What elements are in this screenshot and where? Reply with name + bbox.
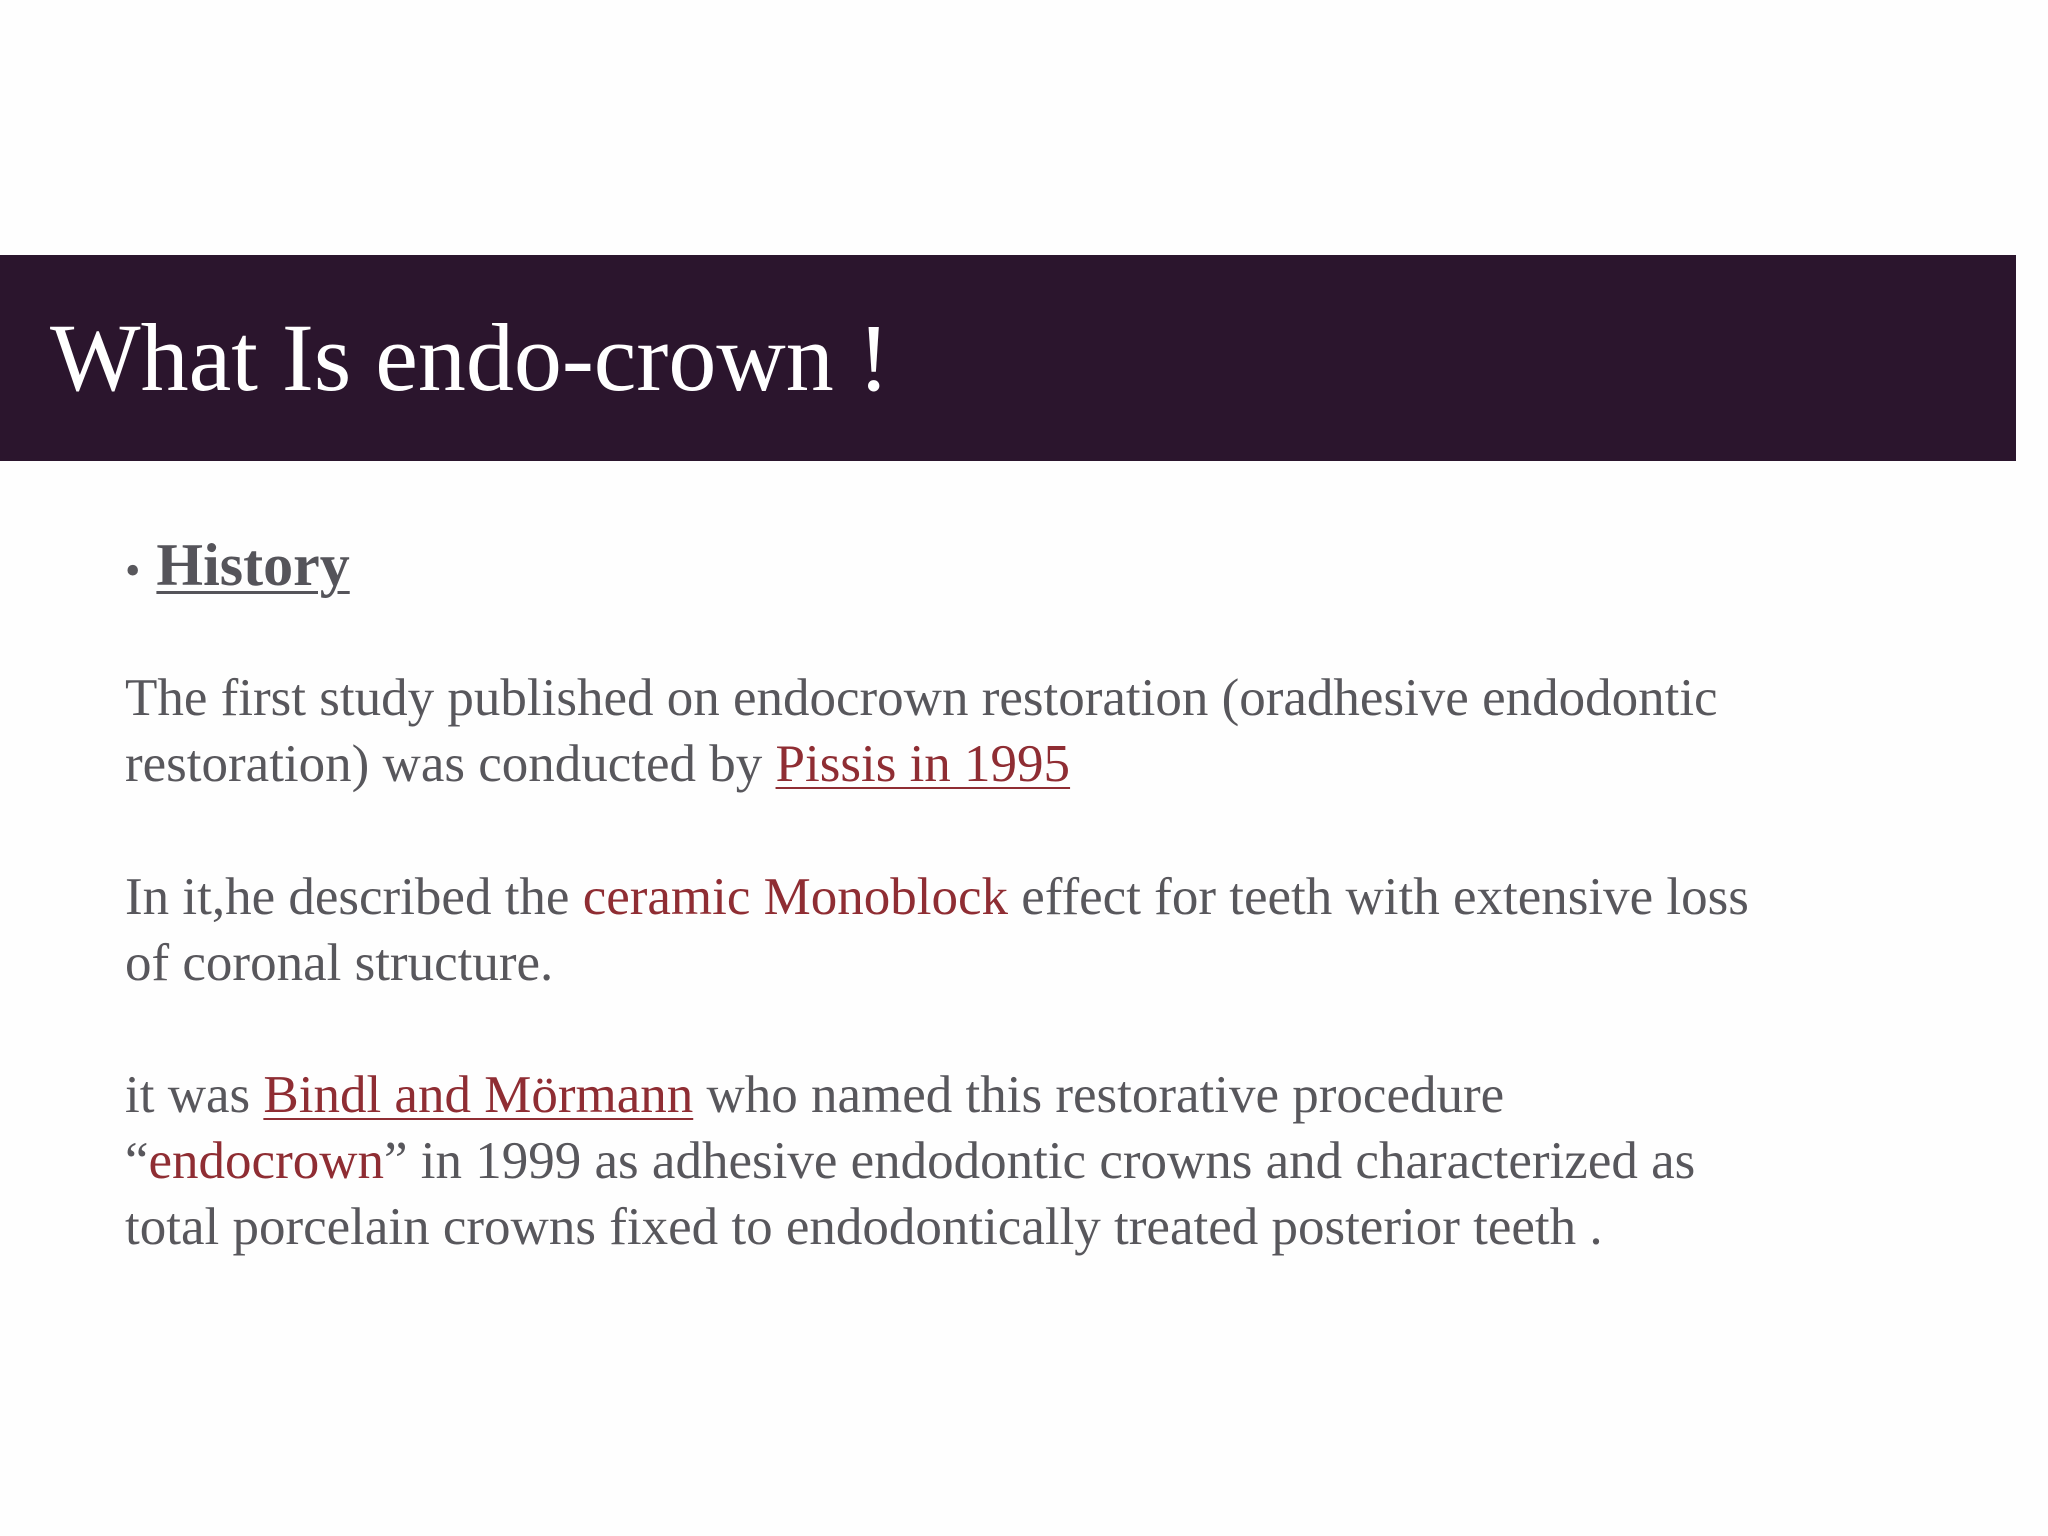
paragraph-text: In it,he described the [125,868,583,926]
paragraph-text: restoration) was conducted by [125,735,776,793]
slide-content [125,520,1925,1256]
paragraph-text: ” in 1999 as adhesive endodontic crowns and characterized as [384,1132,1696,1190]
paragraph-naming [125,1062,1695,1260]
paragraph-line: of coronal structure. [125,934,554,992]
paragraph-text: effect for teeth with extensive loss [1008,868,1749,926]
paragraph-line: total porcelain crowns fixed to endodontically treated posterior teeth . [125,1198,1603,1256]
pissis-link[interactable]: Pissis in 1995 [775,735,1071,793]
slide-title: What Is endo-crown ! [50,304,890,411]
paragraph-text: who named this restorative procedure [693,1066,1505,1124]
history-heading: History [156,532,350,598]
paragraph-monoblock [125,864,1749,996]
paragraph-text: it was [125,1066,264,1124]
ceramic-monoblock-highlight: ceramic Monoblock [582,868,1009,926]
history-bullet [125,520,1925,610]
title-bar [0,255,2016,461]
bindl-mormann-link[interactable]: Bindl and Mörmann [263,1066,694,1124]
paragraph-line [125,731,1718,797]
paragraph-line [125,1062,1695,1128]
paragraph-line [125,1128,1695,1194]
paragraph-text: “ [125,1132,149,1190]
endocrown-highlight: endocrown [148,1132,385,1190]
bullet-icon: • [125,546,141,595]
paragraph-first-study [125,665,1718,797]
paragraph-line: The first study published on endocrown restoration (oradhesive endodontic [125,669,1718,727]
paragraph-line [125,864,1749,930]
